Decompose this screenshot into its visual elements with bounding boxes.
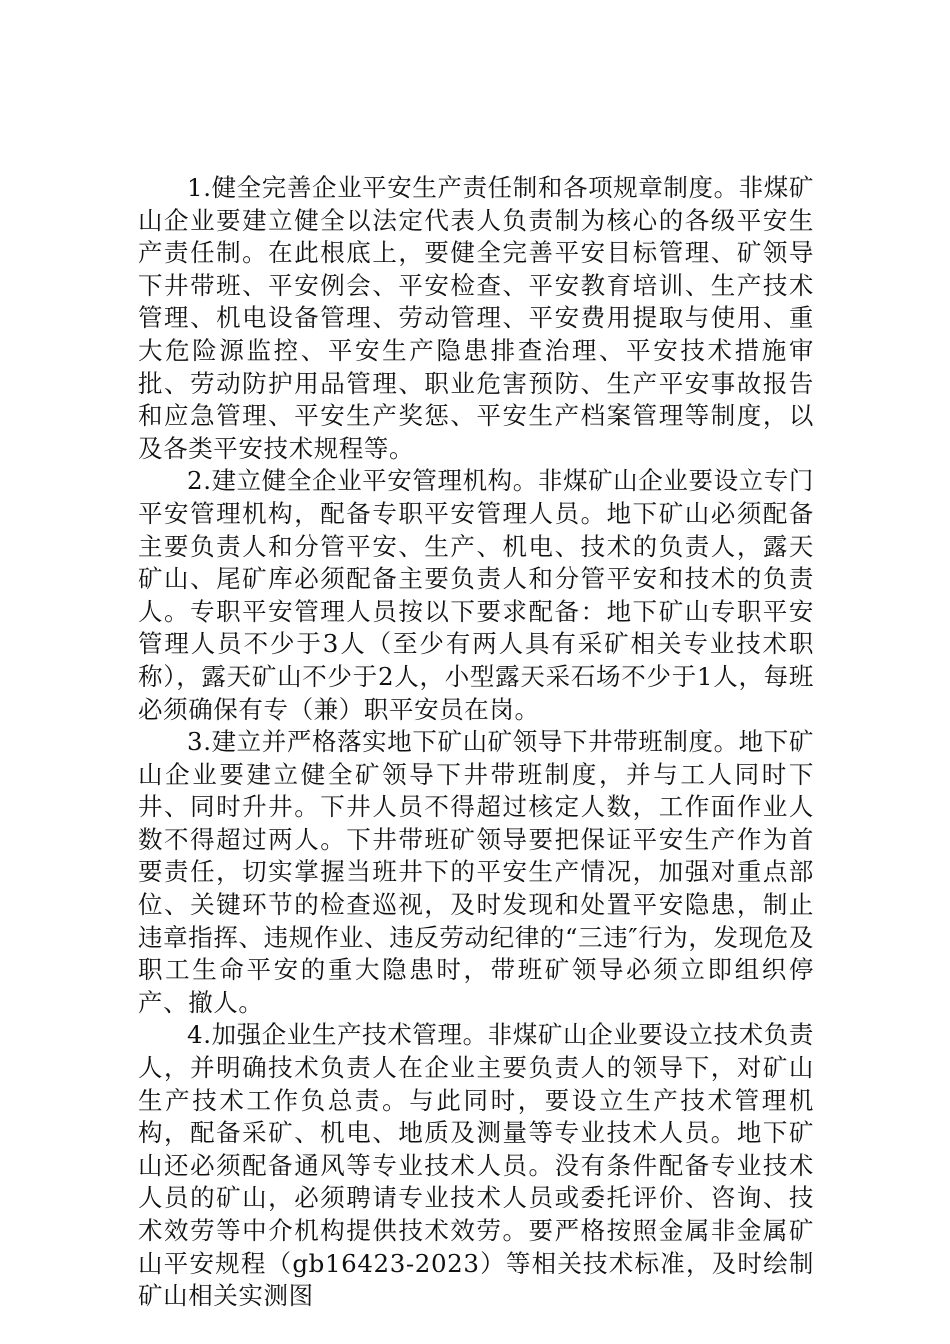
paragraph-4: 4.加强企业生产技术管理。非煤矿山企业要设立技术负责人，并明确技术负责人在企业主要负责人的领导下，对矿山生产技术工作负总责。与此同时，要设立生产技术管理机构，配备采矿、机电、地质及测量等专业技术人员。地下矿山还必须配备通风等专业技术人员。没有条件配备专业技术人员的矿山，必须聘请专业技术人员或委托评价、咨询、技术效劳等中介机构提供技术效劳。要严格按照金属非金属矿山平安规程（gb16423-2023）等相关技术标准，及时绘制矿山相关实测图 — [138, 1020, 814, 1311]
paragraph-3: 3.建立并严格落实地下矿山矿领导下井带班制度。地下矿山企业要建立健全矿领导下井带班制度，并与工人同时下井、同时升井。下井人员不得超过核定人数，工作面作业人数不得超过两人。下井带班矿领导要把保证平安生产作为首要责任，切实掌握当班井下的平安生产情况，加强对重点部位、关键环节的检查巡视，及时发现和处置平安隐患，制止违章指挥、违规作业、违反劳动纪律的“三违″行为，发现危及职工生命平安的重大隐患时，带班矿领导必须立即组织停产、撤人。 — [138, 727, 814, 1017]
document-body — [138, 172, 814, 1313]
paragraph-2: 2.建立健全企业平安管理机构。非煤矿山企业要设立专门平安管理机构，配备专职平安管理人员。地下矿山必须配备主要负责人和分管平安、生产、机电、技术的负责人，露天矿山、尾矿库必须配备主要负责人和分管平安和技术的负责人。专职平安管理人员按以下要求配备：地下矿山专职平安管理人员不少于3人（至少有两人具有采矿相关专业技术职称），露天矿山不少于2人，小型露天采石场不少于1人，每班必须确保有专（兼）职平安员在岗。 — [138, 466, 814, 724]
paragraph-1: 1.健全完善企业平安生产责任制和各项规章制度。非煤矿山企业要建立健全以法定代表人负责制为核心的各级平安生产责任制。在此根底上，要健全完善平安目标管理、矿领导下井带班、平安例会、平安检查、平安教育培训、生产技术管理、机电设备管理、劳动管理、平安费用提取与使用、重大危险源监控、平安生产隐患排查治理、平安技术措施审批、劳动防护用品管理、职业危害预防、生产平安事故报告和应急管理、平安生产奖惩、平安生产档案管理等制度，以及各类平安技术规程等。 — [138, 173, 814, 463]
